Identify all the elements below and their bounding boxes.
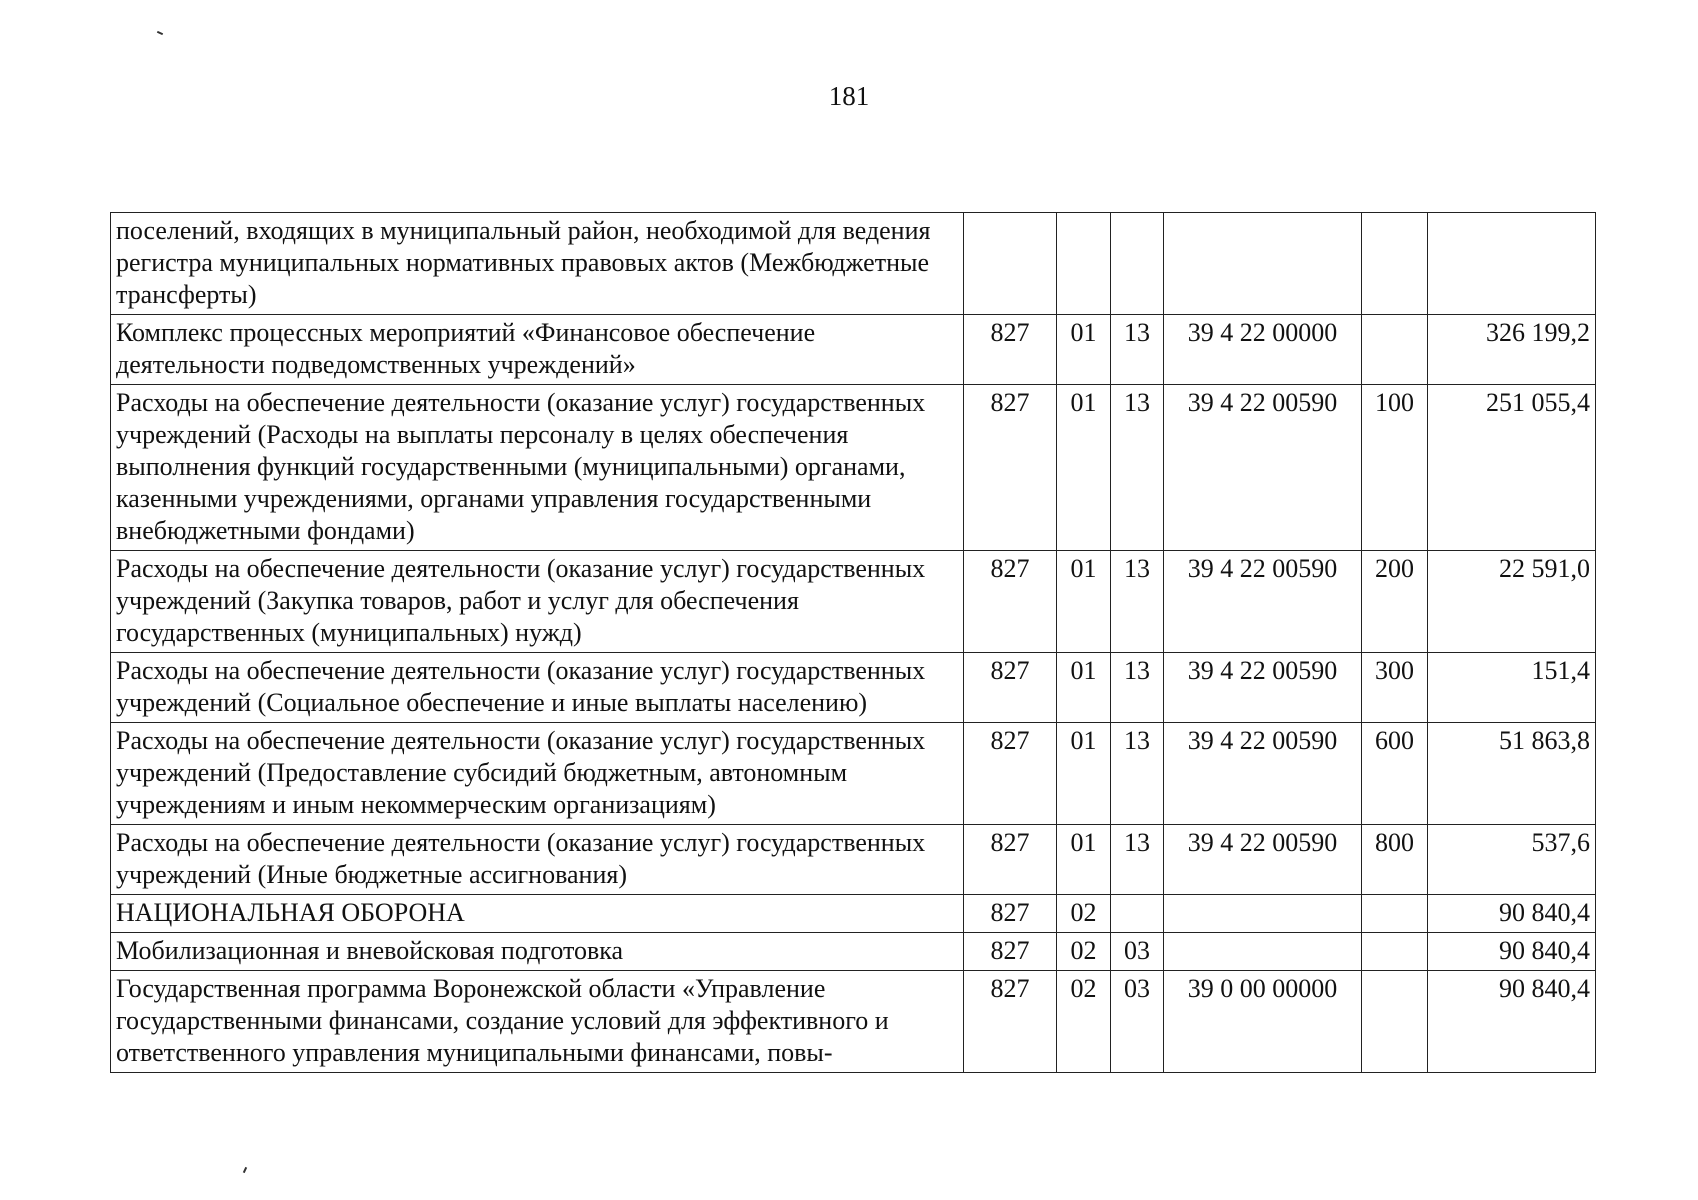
row-name: Государственная программа Воронежской области «Управление государственными финансами, создание условий для эффективного и ответственного управления муниципальными финансами, повы- — [111, 971, 964, 1073]
row-pr: 13 — [1111, 385, 1164, 551]
row-name: Расходы на обеспечение деятельности (оказание услуг) государственных учреждений (Закупка товаров, работ и услуг для обеспечения государственных (муниципальных) нужд) — [111, 551, 964, 653]
row-csr — [1164, 213, 1362, 315]
row-ved: 827 — [964, 825, 1057, 895]
row-sum: 251 055,4 — [1428, 385, 1596, 551]
row-name: Расходы на обеспечение деятельности (оказание услуг) государственных учреждений (Социальное обеспечение и иные выплаты населению) — [111, 653, 964, 723]
row-vr — [1362, 315, 1428, 385]
page-number: 181 — [828, 81, 870, 111]
row-name: Комплекс процессных мероприятий «Финансовое обеспечение деятельности подведомственных учреждений» — [111, 315, 964, 385]
row-rz: 01 — [1057, 315, 1111, 385]
row-rz: 01 — [1057, 385, 1111, 551]
budget-table — [110, 212, 1596, 1073]
row-csr: 39 4 22 00590 — [1164, 551, 1362, 653]
row-name: поселений, входящих в муниципальный район, необходимой для ведения регистра муниципальных нормативных правовых актов (Межбюджетные трансферты) — [111, 213, 964, 315]
row-pr: 13 — [1111, 653, 1164, 723]
row-csr: 39 0 00 00000 — [1164, 971, 1362, 1073]
row-sum: 537,6 — [1428, 825, 1596, 895]
row-pr: 03 — [1111, 933, 1164, 971]
row-csr: 39 4 22 00000 — [1164, 315, 1362, 385]
table-row — [111, 971, 1596, 1073]
row-rz: 01 — [1057, 723, 1111, 825]
row-sum: 151,4 — [1428, 653, 1596, 723]
row-name: Расходы на обеспечение деятельности (оказание услуг) государственных учреждений (Предоставление субсидий бюджетным, автономным учреждениям и иным некоммерческим организациям) — [111, 723, 964, 825]
row-rz — [1057, 213, 1111, 315]
row-vr — [1362, 895, 1428, 933]
row-ved: 827 — [964, 895, 1057, 933]
row-rz: 02 — [1057, 933, 1111, 971]
row-pr: 03 — [1111, 971, 1164, 1073]
row-vr — [1362, 933, 1428, 971]
row-sum: 90 840,4 — [1428, 933, 1596, 971]
row-pr — [1111, 213, 1164, 315]
row-vr: 200 — [1362, 551, 1428, 653]
row-csr — [1164, 895, 1362, 933]
row-csr: 39 4 22 00590 — [1164, 723, 1362, 825]
row-name: Мобилизационная и вневойсковая подготовка — [111, 933, 964, 971]
table-row — [111, 723, 1596, 825]
row-ved: 827 — [964, 653, 1057, 723]
row-sum: 326 199,2 — [1428, 315, 1596, 385]
table-row — [111, 315, 1596, 385]
row-name: Расходы на обеспечение деятельности (оказание услуг) государственных учреждений (Иные бюджетные ассигнования) — [111, 825, 964, 895]
table-row — [111, 213, 1596, 315]
row-vr: 600 — [1362, 723, 1428, 825]
row-ved: 827 — [964, 551, 1057, 653]
row-ved: 827 — [964, 971, 1057, 1073]
row-name: Расходы на обеспечение деятельности (оказание услуг) государственных учреждений (Расходы на выплаты персоналу в целях обеспечения выполнения функций государственными (муниципальными) органами, казенными учреждениями, органами управления государственными внебюджетными фондами) — [111, 385, 964, 551]
scan-speck — [243, 1167, 247, 1173]
row-rz: 01 — [1057, 825, 1111, 895]
row-rz: 02 — [1057, 971, 1111, 1073]
row-ved — [964, 213, 1057, 315]
row-pr — [1111, 895, 1164, 933]
row-ved: 827 — [964, 723, 1057, 825]
row-sum: 90 840,4 — [1428, 971, 1596, 1073]
row-csr — [1164, 933, 1362, 971]
row-vr: 800 — [1362, 825, 1428, 895]
row-pr: 13 — [1111, 825, 1164, 895]
row-sum: 51 863,8 — [1428, 723, 1596, 825]
row-vr: 300 — [1362, 653, 1428, 723]
row-rz: 02 — [1057, 895, 1111, 933]
row-vr — [1362, 971, 1428, 1073]
row-vr — [1362, 213, 1428, 315]
row-sum: 22 591,0 — [1428, 551, 1596, 653]
row-sum: 90 840,4 — [1428, 895, 1596, 933]
scan-speck — [157, 31, 163, 35]
row-pr: 13 — [1111, 551, 1164, 653]
row-vr: 100 — [1362, 385, 1428, 551]
table-row — [111, 933, 1596, 971]
row-csr: 39 4 22 00590 — [1164, 653, 1362, 723]
table-row — [111, 895, 1596, 933]
row-csr: 39 4 22 00590 — [1164, 825, 1362, 895]
row-rz: 01 — [1057, 653, 1111, 723]
row-ved: 827 — [964, 385, 1057, 551]
row-ved: 827 — [964, 315, 1057, 385]
row-pr: 13 — [1111, 723, 1164, 825]
table-row — [111, 825, 1596, 895]
row-name: НАЦИОНАЛЬНАЯ ОБОРОНА — [111, 895, 964, 933]
row-rz: 01 — [1057, 551, 1111, 653]
row-pr: 13 — [1111, 315, 1164, 385]
table-row — [111, 653, 1596, 723]
row-sum — [1428, 213, 1596, 315]
table-row — [111, 385, 1596, 551]
table-row — [111, 551, 1596, 653]
row-csr: 39 4 22 00590 — [1164, 385, 1362, 551]
row-ved: 827 — [964, 933, 1057, 971]
